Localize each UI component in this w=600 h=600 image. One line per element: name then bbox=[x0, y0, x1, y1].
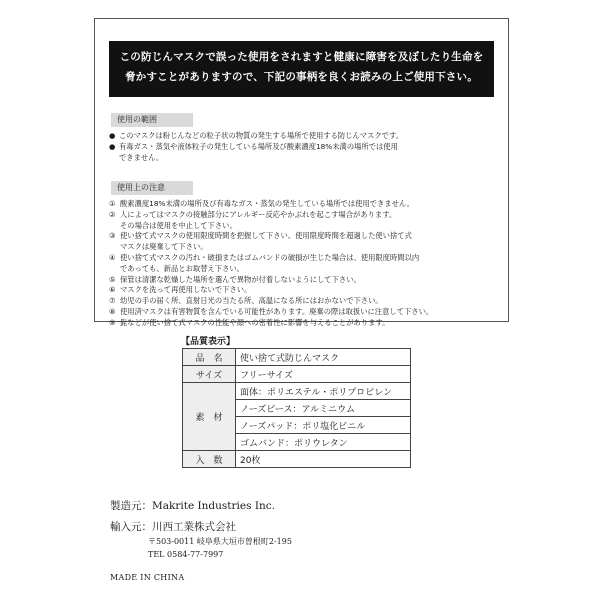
bullet-mark: ● bbox=[109, 142, 116, 151]
instruction-panel bbox=[94, 18, 509, 327]
importer-address: 〒503-0011 岐阜県大垣市曽根町2-195 bbox=[148, 537, 292, 546]
note-text: 保管は清潔な乾燥した場所を選んで異物が付着しないようにして下さい。 bbox=[120, 274, 361, 284]
list-item bbox=[109, 141, 499, 163]
quality-label-table bbox=[182, 348, 411, 468]
note-text: 幼児の手の届く所、直射日光の当たる所、高温になる所にはおかないで下さい。 bbox=[120, 296, 383, 306]
table-row bbox=[183, 451, 411, 468]
list-item bbox=[109, 210, 504, 232]
note-text: 使い捨て式マスクの使用限度時間を把握して下さい。使用限度時間を超過した使い捨て式 マスクは廃棄して下さい。 bbox=[120, 231, 412, 252]
scope-heading: 使用の範囲 bbox=[111, 113, 193, 127]
list-item bbox=[109, 253, 504, 275]
warning-banner bbox=[109, 41, 494, 97]
material-value: 面体：ポリエステル・ポリプロピレン bbox=[236, 383, 411, 400]
count-key: 入 数 bbox=[183, 451, 236, 468]
cautions-list bbox=[109, 199, 504, 329]
bullet-text: このマスクは粉じんなどの粒子状の物質の発生する場所で使用する防じんマスクです。 bbox=[119, 131, 403, 140]
note-text: 酸素濃度18%未満の場所及び有毒なガス・蒸気の発生している場所では使用できません。 bbox=[120, 199, 414, 208]
list-item bbox=[109, 231, 504, 253]
list-item bbox=[109, 318, 504, 329]
list-item bbox=[109, 130, 499, 141]
note-number: ⑦ bbox=[109, 296, 116, 306]
list-item bbox=[109, 307, 504, 318]
table-row bbox=[183, 383, 411, 400]
material-key: 素 材 bbox=[183, 383, 236, 451]
bullet-text: 有毒ガス・蒸気や液体粒子の発生している場所及び酸素濃度18%未満の場所では使用 できません。 bbox=[119, 142, 398, 162]
note-text: マスクを洗って再使用しないで下さい。 bbox=[120, 285, 252, 295]
cautions-heading: 使用上の注意 bbox=[111, 181, 193, 195]
scope-list bbox=[109, 130, 499, 163]
importer-tel: TEL 0584-77-7997 bbox=[148, 550, 224, 559]
quality-label-title: 【品質表示】 bbox=[181, 337, 236, 347]
note-number: ⑧ bbox=[109, 306, 116, 316]
product-name-key: 品 名 bbox=[183, 349, 236, 366]
country-of-origin: MADE IN CHINA bbox=[110, 573, 185, 582]
bullet-mark: ● bbox=[109, 131, 116, 140]
note-number: ① bbox=[109, 199, 116, 208]
importer: 輸入元：川西工業株式会社 bbox=[110, 521, 236, 533]
note-number: ③ bbox=[109, 231, 116, 241]
importer-contact bbox=[148, 535, 292, 561]
note-text: 髭などが使い捨て式マスクの性能や顔への密着性に影響を与えることがあります。 bbox=[120, 317, 390, 327]
material-value: ゴムバンド：ポリウレタン bbox=[236, 434, 411, 451]
list-item bbox=[109, 275, 504, 286]
product-name-value: 使い捨て式防じんマスク bbox=[236, 349, 411, 366]
warning-line-2: 脅かすことがありますので、下記の事柄を良くお読みの上ご使用下さい。 bbox=[125, 71, 478, 83]
manufacturer: 製造元：Makrite Industries Inc. bbox=[110, 500, 275, 512]
count-value: 20枚 bbox=[236, 451, 411, 468]
note-number: ② bbox=[109, 209, 116, 219]
table-row bbox=[183, 349, 411, 366]
size-key: サイズ bbox=[183, 366, 236, 383]
note-number: ④ bbox=[109, 252, 116, 262]
size-value: フリーサイズ bbox=[236, 366, 411, 383]
warning-line-1: この防じんマスクで誤った使用をされますと健康に障害を及ぼしたり生命を bbox=[119, 51, 484, 63]
note-number: ⑤ bbox=[109, 274, 116, 284]
list-item bbox=[109, 199, 504, 210]
material-value: ノーズパッド：ポリ塩化ビニル bbox=[236, 417, 411, 434]
note-text: 人によってはマスクの接触部分にアレルギー反応やかぶれを起こす場合があります。 その場合は使用を中止して下さい。 bbox=[120, 209, 397, 230]
table-row bbox=[183, 366, 411, 383]
note-number: ⑥ bbox=[109, 285, 116, 295]
note-text: 使い捨て式マスクの汚れ・破損またはゴムバンドの破損が生じた場合は、使用限度時間以内 であっても、新品とお取替え下さい。 bbox=[120, 252, 420, 273]
note-number: ⑨ bbox=[109, 317, 116, 327]
list-item bbox=[109, 296, 504, 307]
list-item bbox=[109, 285, 504, 296]
material-value: ノーズピース：アルミニウム bbox=[236, 400, 411, 417]
note-text: 使用済マスクは有害物質を含んでいる可能性があります。廃棄の際は取扱いに注意して下さい。 bbox=[120, 306, 434, 316]
